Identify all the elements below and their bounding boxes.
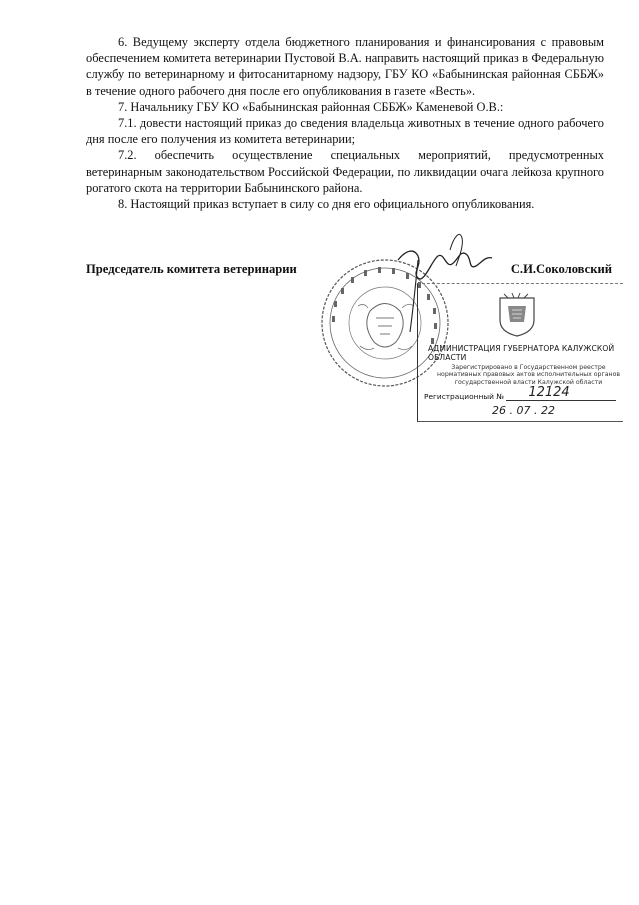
stamp-number-label: Регистрационный № [424,392,504,401]
signatory-title: Председатель комитета ветеринарии [86,262,297,276]
stamp-organization: АДМИНИСТРАЦИЯ ГУБЕРНАТОРА КАЛУЖСКОЙ ОБЛАСТИ [428,344,615,362]
stamp-number-row [424,385,622,401]
paragraph-7: 7. Начальнику ГБУ КО «Бабынинская районная СББЖ» Каменевой О.В.: [118,99,504,114]
paragraph-7-2: 7.2. обеспечить осуществление специальных мероприятий, предусмотренных ветеринарным законодательством Российской Федерации, по ликвидации очага лейкоза крупного рогатого скота на территории Бабынинского района. [86,148,604,195]
signatory-name: С.И.Соколовский [510,262,612,276]
stamp-number-value: 12124 [528,385,570,400]
stamp-number-line [506,385,616,401]
registration-stamp [417,283,623,422]
paragraph-6: 6. Ведущему эксперту отдела бюджетного планирования и финансирования с правовым обеспечением комитета ветеринарии Пустовой В.А. направить настоящий приказ в Федеральную службу по ветеринарному и фитосанитарному надзору, ГБУ КО «Бабынинская районная СББЖ» в течение одного рабочего дня после его опубликования в газете «Весть». [86,35,604,98]
coat-of-arms-icon [496,292,538,338]
document-body [86,34,604,212]
paragraph-7-1: 7.1. довести настоящий приказ до сведения владельца животных в течение одного рабочего дня после его получения из комитета ветеринарии; [86,116,604,147]
stamp-registration-note: Зарегистрировано в Государственном реестре нормативных правовых актов исполнительных органов государственной власти Калужской области [436,364,621,386]
paragraph-8: 8. Настоящий приказ вступает в силу со дня его официального опубликования. [118,197,535,212]
stamp-date-value: 26 . 07 . 22 [492,404,555,417]
